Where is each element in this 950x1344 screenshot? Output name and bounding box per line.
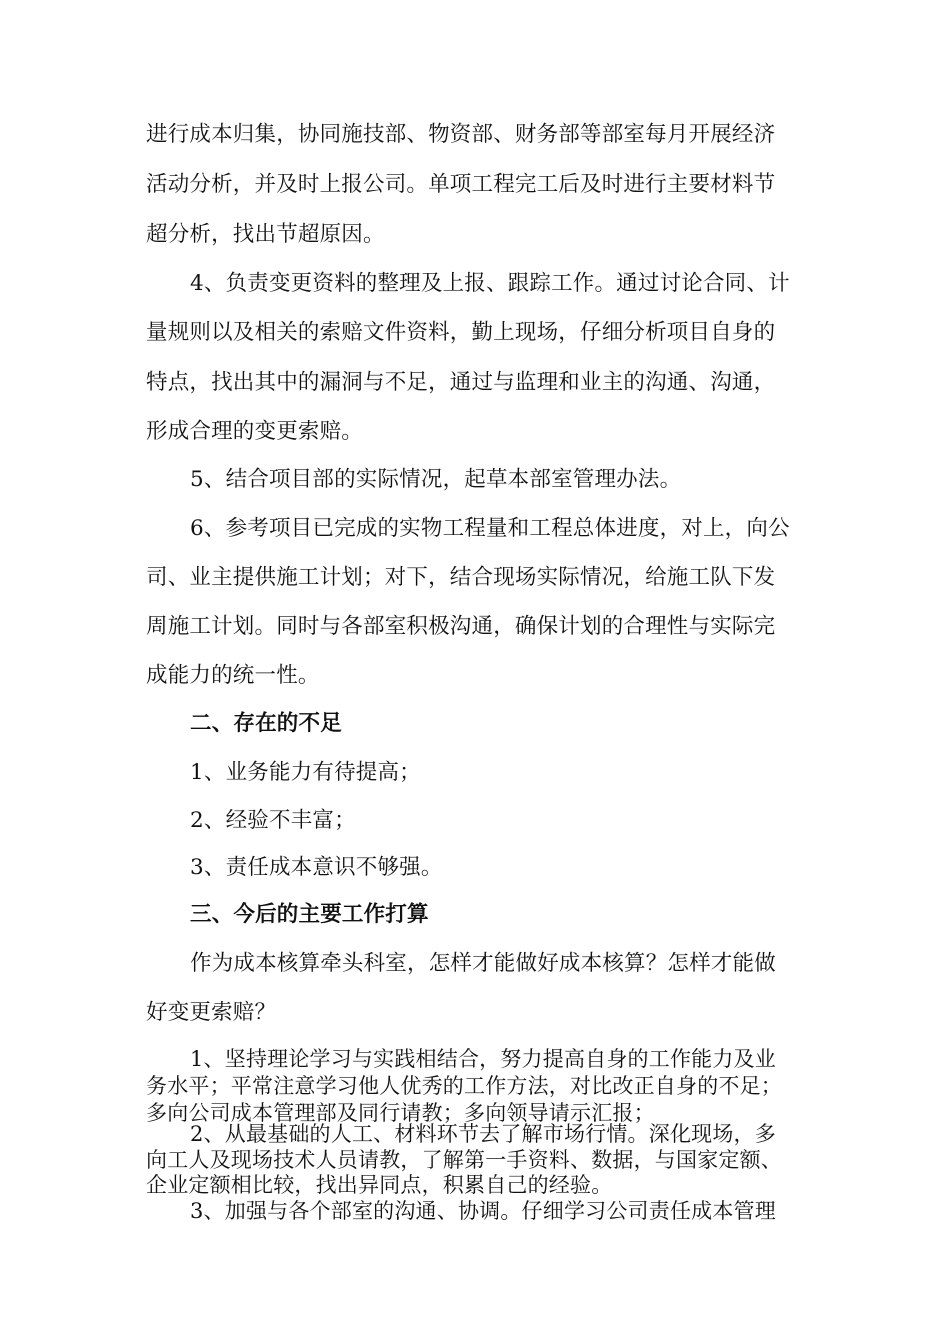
text-line: 成能力的统一性。 bbox=[146, 663, 320, 688]
text-line: 活动分析，并及时上报公司。单项工程完工后及时进行主要材料节 bbox=[146, 172, 776, 197]
text-line: 特点，找出其中的漏洞与不足，通过与监理和业主的沟通、沟通， bbox=[146, 370, 776, 395]
text-line: 多向公司成本管理部及同行请教；多向领导请示汇报； bbox=[146, 1101, 655, 1125]
text-line: 量规则以及相关的索赔文件资料，勤上现场，仔细分析项目自身的 bbox=[146, 320, 776, 345]
text-line: 2、经验不丰富； bbox=[190, 808, 356, 833]
text-line: 作为成本核算牵头科室，怎样才能做好成本核算？怎样才能做 bbox=[190, 951, 776, 976]
text-line: 6、参考项目已完成的实物工程量和工程总体进度，对上，向公 bbox=[190, 516, 790, 541]
text-line: 3、加强与各个部室的沟通、协调。仔细学习公司责任成本管理 bbox=[190, 1199, 776, 1223]
text-line: 企业定额相比较，找出异同点，积累自己的经验。 bbox=[146, 1173, 613, 1197]
text-line: 2、从最基础的人工、材料环节去了解市场行情。深化现场，多 bbox=[190, 1122, 776, 1146]
text-line: 周施工计划。同时与各部室积极沟通，确保计划的合理性与实际完 bbox=[146, 614, 776, 639]
text-line: 向工人及现场技术人员请教，了解第一手资料、数据，与国家定额、 bbox=[146, 1148, 782, 1172]
text-line: 4、负责变更资料的整理及上报、跟踪工作。通过讨论合同、计 bbox=[190, 271, 790, 296]
text-line: 5、结合项目部的实际情况，起草本部室管理办法。 bbox=[190, 467, 682, 492]
text-line: 1、业务能力有待提高； bbox=[190, 760, 421, 785]
text-line: 形成合理的变更索赔。 bbox=[146, 419, 364, 444]
text-line: 司、业主提供施工计划；对下，结合现场实际情况，给施工队下发 bbox=[146, 565, 776, 590]
text-line: 务水平；平常注意学习他人优秀的工作方法，对比改正自身的不足； bbox=[146, 1074, 782, 1098]
text-line: 好变更索赔？ bbox=[146, 1000, 277, 1025]
text-line: 3、责任成本意识不够强。 bbox=[190, 855, 443, 880]
section-heading: 三、今后的主要工作打算 bbox=[190, 902, 429, 927]
text-line: 1、坚持理论学习与实践相结合，努力提高自身的工作能力及业 bbox=[190, 1047, 776, 1071]
section-heading: 二、存在的不足 bbox=[190, 711, 342, 736]
text-line: 进行成本归集，协同施技部、物资部、财务部等部室每月开展经济 bbox=[146, 122, 776, 147]
text-line: 超分析，找出节超原因。 bbox=[146, 222, 385, 247]
